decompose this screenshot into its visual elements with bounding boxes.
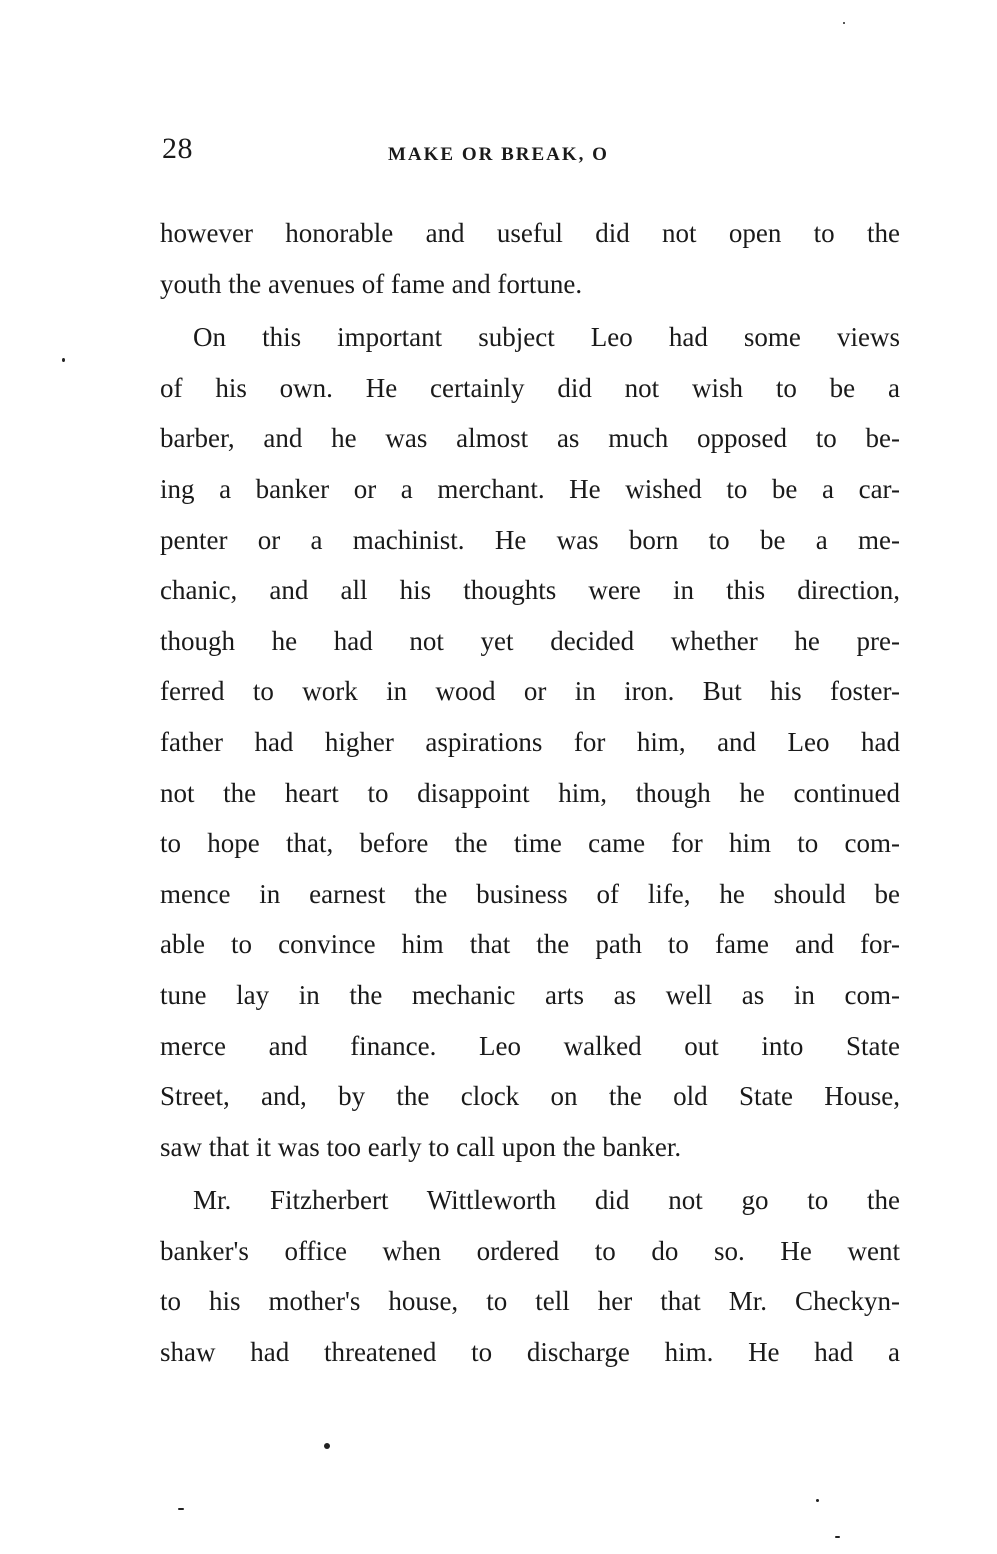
text-line: penter or a machinist. He was born to be a me- bbox=[160, 524, 900, 555]
body-text bbox=[160, 208, 900, 1378]
text-line: though he had not yet decided whether he pre- bbox=[160, 625, 900, 656]
text-line: ferred to work in wood or in iron. But his foster- bbox=[160, 676, 900, 707]
text-line: On this important subject Leo had some views bbox=[193, 322, 900, 353]
text-line: to his mother's house, to tell her that Mr. Checkyn- bbox=[160, 1286, 900, 1317]
text-line: Mr. Fitzherbert Wittleworth did not go to the bbox=[193, 1185, 900, 1216]
page-number: 28 bbox=[162, 132, 193, 165]
text-line: father had higher aspirations for him, and Leo had bbox=[160, 726, 900, 757]
text-line: barber, and he was almost as much opposed to be- bbox=[160, 423, 900, 454]
scan-speck bbox=[324, 1443, 330, 1449]
running-title: MAKE OR BREAK, O bbox=[388, 144, 609, 165]
text-line: banker's office when ordered to do so. He went bbox=[160, 1235, 900, 1266]
text-line: chanic, and all his thoughts were in this direction, bbox=[160, 575, 900, 606]
paragraph bbox=[160, 312, 900, 1172]
scan-speck bbox=[178, 1508, 184, 1510]
text-line: to hope that, before the time came for him to com- bbox=[160, 828, 900, 859]
text-line: able to convince him that the path to fame and for- bbox=[160, 929, 900, 960]
text-line: merce and finance. Leo walked out into State bbox=[160, 1030, 900, 1061]
scan-speck bbox=[843, 22, 845, 24]
text-line: Street, and, by the clock on the old State House, bbox=[160, 1081, 900, 1112]
text-line: mence in earnest the business of life, he should be bbox=[160, 878, 900, 909]
scan-speck bbox=[816, 1499, 819, 1502]
scan-speck bbox=[62, 358, 65, 362]
text-line: of his own. He certainly did not wish to be a bbox=[160, 372, 900, 403]
text-line: not the heart to disappoint him, though he continued bbox=[160, 777, 900, 808]
scan-speck bbox=[835, 1536, 840, 1538]
text-line: saw that it was too early to call upon the banker. bbox=[160, 1131, 682, 1162]
paragraph bbox=[160, 208, 900, 309]
text-line: shaw had threatened to discharge him. He had a bbox=[160, 1337, 900, 1368]
paragraph bbox=[160, 1175, 900, 1377]
running-head bbox=[160, 132, 900, 172]
text-line: youth the avenues of fame and fortune. bbox=[160, 268, 583, 299]
text-line: ing a banker or a merchant. He wished to be a car- bbox=[160, 473, 900, 504]
text-line: tune lay in the mechanic arts as well as in com- bbox=[160, 979, 900, 1010]
text-line: however honorable and useful did not open to the bbox=[160, 218, 900, 248]
